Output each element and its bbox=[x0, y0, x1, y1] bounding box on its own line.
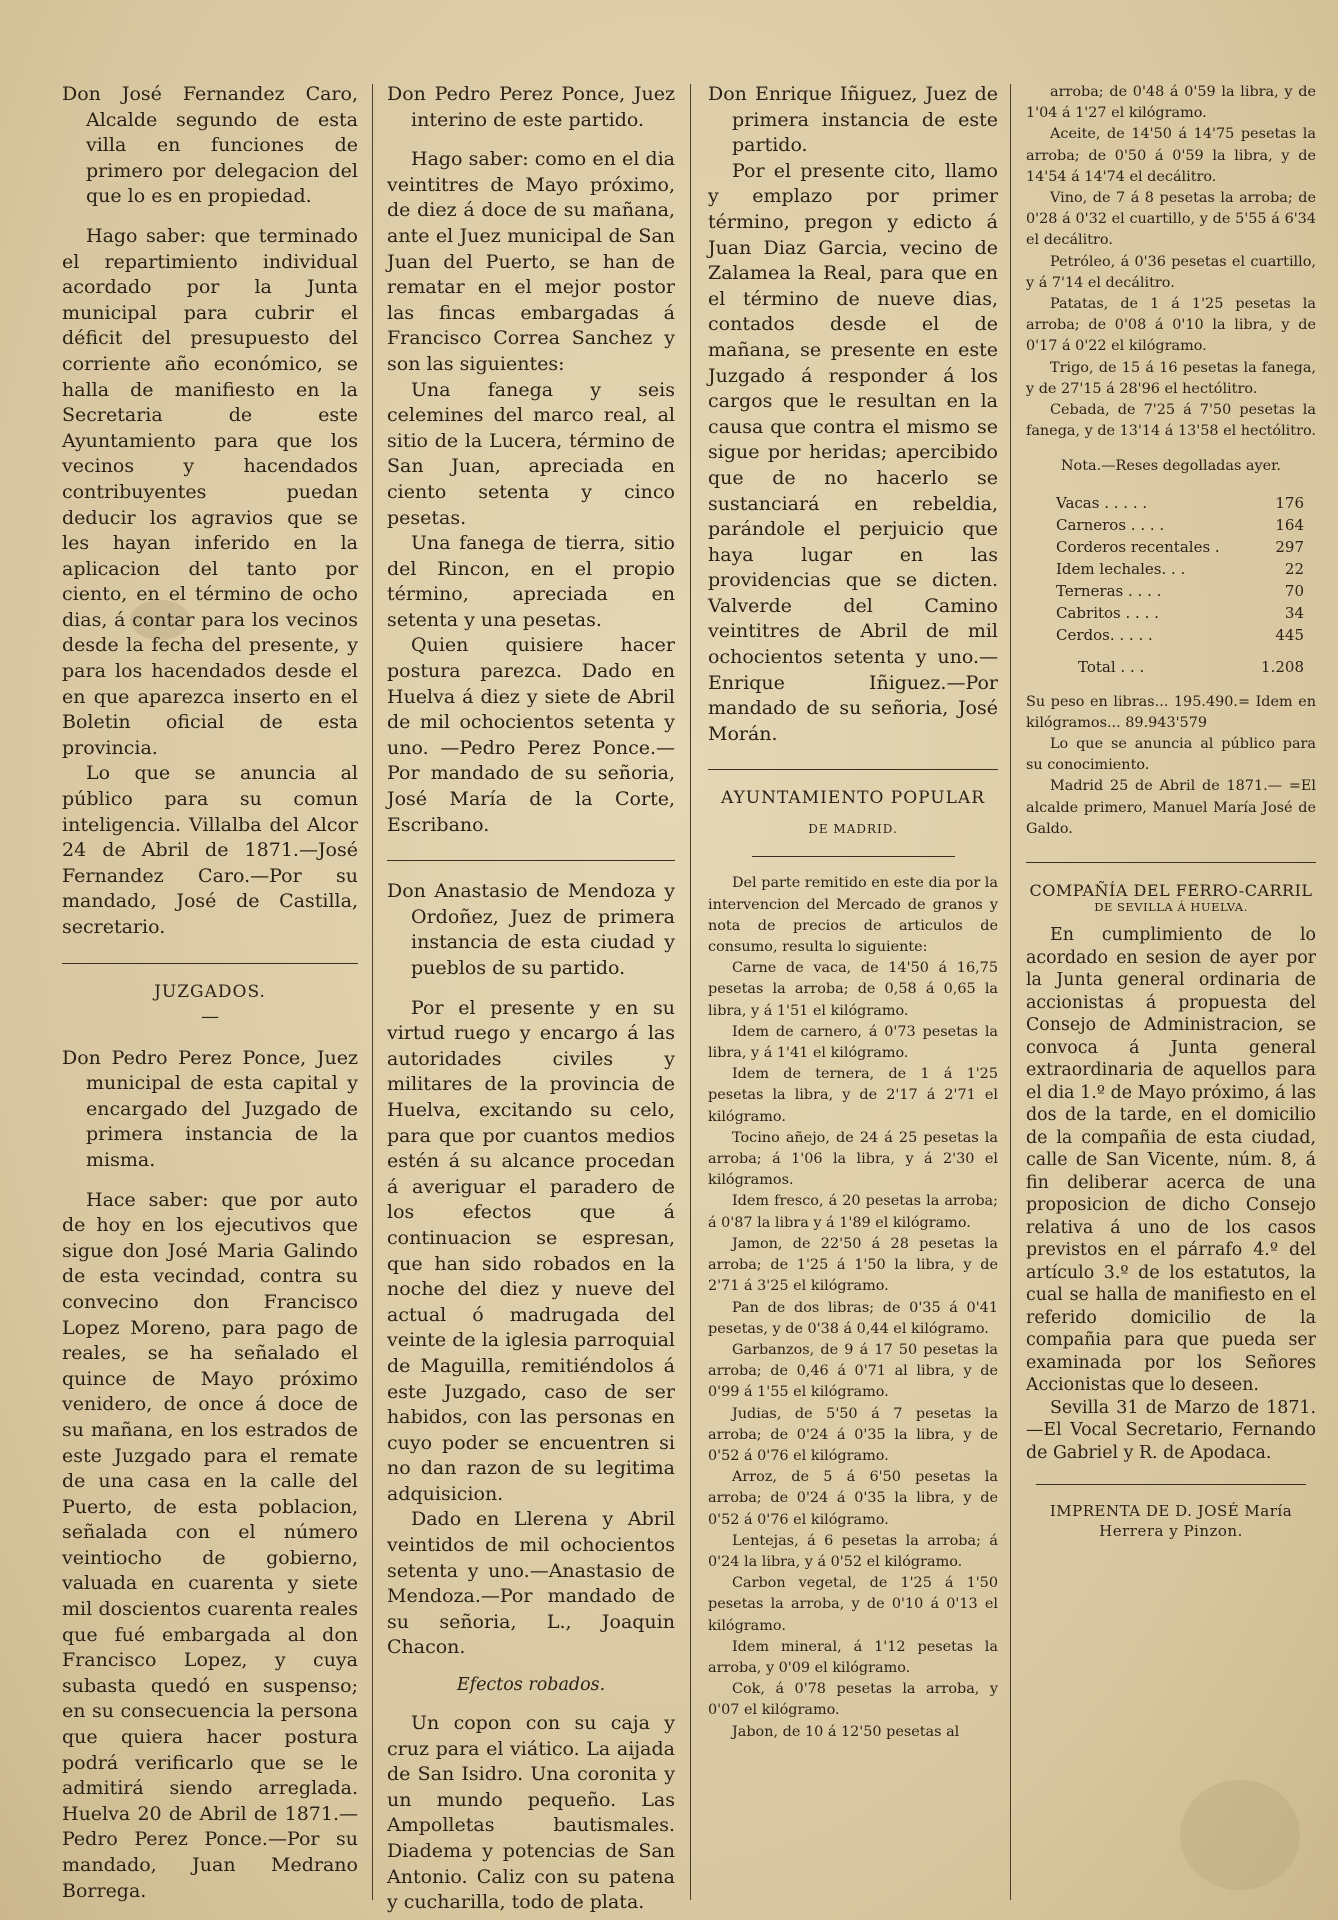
price-item: Patatas, de 1 á 1'25 pesetas la arroba; de 0'08 á 0'10 la libra, y de 0'17 á 0'22 el kilógramo. bbox=[1026, 296, 1316, 355]
section-title: JUZGADOS. bbox=[154, 981, 266, 1002]
reses-label: Vacas . . . . . bbox=[1056, 493, 1148, 512]
market-intro: Del parte remitido en este dia por la intervencion del Mercado de granos y nota de precios de articulos de consumo, resulta lo siguiente: bbox=[708, 875, 998, 956]
price-item: Petróleo, á 0'36 pesetas el cuartillo, y á 7'14 el decálitro. bbox=[1026, 253, 1316, 291]
company-subtitle: DE SEVILLA Á HUELVA. bbox=[1094, 900, 1248, 915]
section-divider bbox=[708, 769, 998, 770]
price-item: Jabon, de 10 á 12'50 pesetas al bbox=[732, 1723, 960, 1740]
price-item: Lentejas, á 6 pesetas la arroba; á 0'24 la libra, y á 0'52 el kilógramo. bbox=[708, 1532, 998, 1570]
price-item: Trigo, de 15 á 16 pesetas la fanega, y de 27'15 á 28'96 el hectólitro. bbox=[1026, 359, 1316, 397]
section-divider bbox=[387, 860, 675, 861]
edict-heading: Don Pedro Perez Ponce, Juez municipal de esta capital y encargado del Juzgado de primera instancia de la misma. bbox=[62, 1046, 358, 1171]
edict-paragraph: Hace saber: que por auto de hoy en los ejecutivos que sigue don José Maria Galindo de esta vecindad, contra su convecino don Francisco Lopez Moreno, para pago de reales, se ha señalado el quince de Mayo próximo venidero, de once á doce de su mañana, en los estrados de este Juzgado para el remate de una casa en la calle del Puerto, de esta poblacion, señalada con el número veintiocho de gobierno, valuada en cuarenta y siete mil doscientos cuarenta reales que fué embargada al don Francisco Lopez, y cuya subasta quedó en suspenso; en su consecuencia la persona que quiera hacer postura podrá verificarlo que se le admitirá siendo arreglada. Huelva 20 de Abril de 1871.—Pedro Perez Ponce.—Por su mandado, Juan Medrano Borrega. bbox=[62, 1188, 358, 1902]
edict-heading: Don Enrique Iñiguez, Juez de primera instancia de este partido. bbox=[708, 83, 998, 157]
reses-label: Terneras . . . . bbox=[1056, 581, 1162, 600]
reses-label: Cerdos. . . . . bbox=[1056, 625, 1153, 644]
reses-row bbox=[1026, 602, 1316, 624]
column-rule bbox=[1010, 84, 1011, 1900]
edict-paragraph: Una fanega y seis celemines del marco real, al sitio de la Lucera, término de San Juan, apreciada en ciento setenta y cinco pesetas. bbox=[387, 378, 675, 529]
price-list bbox=[708, 958, 998, 1743]
column-4 bbox=[1026, 82, 1316, 1900]
column-rule bbox=[372, 84, 373, 1900]
section-divider bbox=[62, 963, 358, 964]
edict-heading: Don Anastasio de Mendoza y Ordoñez, Juez de primera instancia de esta ciudad y pueblos de su partido. bbox=[387, 880, 675, 979]
price-item: Carbon vegetal, de 1'25 á 1'50 pesetas la arroba, y de 0'10 á 0'13 el kilógramo. bbox=[708, 1575, 998, 1634]
price-item: Cok, á 0'78 pesetas la arroba, y 0'07 el kilógramo. bbox=[708, 1681, 998, 1719]
column-3 bbox=[708, 82, 998, 1900]
price-item: arroba; de 0'48 á 0'59 la libra, y de 1'04 á 1'27 el kilógramo. bbox=[1026, 84, 1316, 122]
reses-value: 297 bbox=[1275, 537, 1304, 556]
nota-heading: Nota.—Reses degolladas ayer. bbox=[1060, 458, 1282, 475]
weights-line: Su peso en libras... 195.490.= Idem en kilógramos... 89.943'579 bbox=[1026, 693, 1316, 731]
price-item: Carne de vaca, de 14'50 á 16,75 pesetas la arroba; de 0,58 á 0,65 la libra, y á 1'51 el kilógramo. bbox=[708, 960, 998, 1019]
price-item: Cebada, de 7'25 á 7'50 pesetas la fanega, y de 13'14 á 13'58 el hectólitro. bbox=[1026, 402, 1316, 440]
price-item: Tocino añejo, de 24 á 25 pesetas la arroba; á 1'06 la libra, y á 2'30 el kilógramos. bbox=[708, 1129, 998, 1189]
price-item: Jamon, de 22'50 á 28 pesetas la arroba; de 1'25 á 1'50 la libra, y de 2'71 á 3'25 el kilógramo. bbox=[708, 1235, 998, 1295]
reses-value: 34 bbox=[1284, 603, 1304, 622]
total-label: Total . . . bbox=[1078, 657, 1145, 676]
company-notice: En cumplimiento de lo acordado en sesion de ayer por la Junta general ordinaria de accionistas á propuesta del Consejo de Administracion, se convoca á Junta general extraordinaria de aquellos para el dia 1.º de Mayo próximo, á las dos de la tarde, en el domicilio de la compañia de esta ciudad, calle de San Vicente, núm. 8, á fin deliberar acerca de una proposicion de dicho Consejo relativa á uno de los casos previstos en el párrafo 4.º del artículo 3.º de los estatutos, la cual se halla de manifiesto en el referido domicilio de la compañia para que pueda ser examinada por los Señores Accionistas que lo deseen. bbox=[1026, 925, 1316, 1396]
stolen-items-list: Un copon con su caja y cruz para el viático. La aijada de San Isidro. Una coronita y un mundo pequeño. Las Ampolletas bautismales. Diadema y potencias de San Antonio. Caliz con su patena y cucharilla, todo de plata. bbox=[387, 1712, 675, 1914]
reses-row bbox=[1026, 492, 1316, 514]
stolen-items-title: Efectos robados. bbox=[456, 1675, 606, 1696]
price-item: Aceite, de 14'50 á 14'75 pesetas la arroba; de 0'50 á 0'59 la libra, y de 14'54 á 14'74 el decálitro. bbox=[1026, 126, 1316, 185]
reses-label: Corderos recentales . bbox=[1056, 537, 1220, 556]
total-value: 1.208 bbox=[1261, 657, 1304, 676]
short-divider bbox=[752, 856, 955, 857]
section-dash: — bbox=[201, 1005, 219, 1027]
edict-paragraph: Hago saber: que terminado el repartimiento individual acordado por la Junta municipal para cubrir el déficit del presupuesto del corriente año económico, se halla de manifiesto en la Secretaria de este Ayuntamiento para que los vecinos y hacendados contribuyentes puedan deducir los agravios que se les hayan inferido en la aplicacion del tanto por ciento, en el término de ocho dias, á contar para los vecinos desde la fecha del presente, y para los hacendados desde el en que aparezca inserto en el Boletin oficial de esta provincia. bbox=[62, 224, 358, 759]
reses-row bbox=[1026, 624, 1316, 646]
section-title: AYUNTAMIENTO POPULAR bbox=[721, 788, 985, 809]
edict-heading: Don Pedro Perez Ponce, Juez interino de este partido. bbox=[387, 83, 675, 131]
price-item: Idem de ternera, de 1 á 1'25 pesetas la libra, y de 2'17 á 2'71 el kilógramo. bbox=[708, 1066, 998, 1125]
reses-value: 22 bbox=[1284, 559, 1304, 578]
price-item: Idem fresco, á 20 pesetas la arroba; á 0'87 la libra y á 1'89 el kilógramo. bbox=[708, 1193, 998, 1231]
section-divider bbox=[1026, 862, 1316, 863]
printer-imprint: IMPRENTA DE D. JOSÉ María Herrera y Pinzon. bbox=[1049, 1502, 1293, 1541]
edict-paragraph: Hago saber: como en el dia veintitres de Mayo próximo, de diez á doce de su mañana, ante el Juez municipal de San Juan del Puerto, se han de rematar en el mejor postor las fincas embargadas á Francisco Correa Sanchez y son las siguientes: bbox=[387, 148, 675, 375]
price-item: Arroz, de 5 á 6'50 pesetas la arroba; de 0'24 á 0'35 la libra, y de 0'52 á 0'76 el kilógramo. bbox=[708, 1469, 998, 1528]
reses-value: 176 bbox=[1275, 493, 1304, 512]
date-line: Madrid 25 de Abril de 1871.— =El alcalde primero, Manuel María José de Galdo. bbox=[1026, 778, 1316, 837]
column-2 bbox=[387, 82, 675, 1914]
price-item: Pan de dos libras; de 0'35 á 0'41 pesetas, y de 0'38 á 0,44 el kilógramo. bbox=[708, 1299, 998, 1337]
column-rule bbox=[690, 84, 691, 1900]
price-item: Judias, de 5'50 á 7 pesetas la arroba; de 0'24 á 0'35 la libra, y de 0'52 á 0'76 el kilógramo. bbox=[708, 1405, 998, 1464]
column-1 bbox=[62, 82, 358, 1900]
notice-line: Lo que se anuncia al público para su conocimiento. bbox=[1026, 736, 1316, 774]
section-subtitle: DE MADRID. bbox=[808, 822, 898, 837]
reses-row bbox=[1026, 558, 1316, 580]
edict-heading: Don José Fernandez Caro, Alcalde segundo de esta villa en funciones de primero por delegacion del que lo es en propiedad. bbox=[62, 83, 358, 208]
edict-paragraph: Lo que se anuncia al público para su comun inteligencia. Villalba del Alcor 24 de Abril de 1871.—José Fernandez Caro.—Por su mandado, José de Castilla, secretario. bbox=[62, 762, 358, 938]
price-item: Idem mineral, á 1'12 pesetas la arroba, y 0'09 el kilógramo. bbox=[708, 1638, 998, 1676]
price-item: Garbanzos, de 9 á 17 50 pesetas la arroba; de 0,46 á 0'71 al libra, y de 0'99 á 1'55 el kilógramo. bbox=[708, 1341, 998, 1401]
price-item: Vino, de 7 á 8 pesetas la arroba; de 0'28 á 0'32 el cuartillo, y de 5'55 á 6'34 el decálitro. bbox=[1026, 190, 1316, 249]
reses-row bbox=[1026, 536, 1316, 558]
reses-value: 70 bbox=[1284, 581, 1304, 600]
edict-paragraph: Por el presente y en su virtud ruego y encargo á las autoridades civiles y militares de la provincia de Huelva, excitando su celo, para que por cuantos medios estén á su alcance procedan á averiguar el paradero de los efectos que á continuacion se espresan, que han sido robados en la noche del diez y nueve del actual ó madrugada del veinte de la iglesia parroquial de Maguilla, remitiéndolos á este Juzgado, caso de ser habidos, con las personas en cuyo poder se encuentren si no dan razon de su legitima adquisicion. bbox=[387, 996, 675, 1505]
reses-label: Idem lechales. . . bbox=[1056, 559, 1186, 578]
company-title: COMPAÑÍA DEL FERRO-CARRIL bbox=[1029, 881, 1313, 901]
edict-paragraph: Dado en Llerena y Abril veintidos de mil ochocientos setenta y uno.—Anastasio de Mendoza.—Por mandado de su señoria, L., Joaquin Chacon. bbox=[387, 1508, 675, 1659]
reses-label: Cabritos . . . . bbox=[1056, 603, 1159, 622]
edict-paragraph: Una fanega de tierra, sitio del Rincon, en el propio término, apreciada en setenta y una pesetas. bbox=[387, 532, 675, 631]
reses-value: 164 bbox=[1275, 515, 1304, 534]
reses-value: 445 bbox=[1275, 625, 1304, 644]
reses-label: Carneros . . . . bbox=[1056, 515, 1165, 534]
price-item: Idem de carnero, á 0'73 pesetas la libra, y á 1'41 el kilógramo. bbox=[708, 1023, 998, 1062]
total-row bbox=[1026, 646, 1316, 678]
price-list bbox=[1026, 82, 1316, 442]
slaughter-table bbox=[1026, 492, 1316, 678]
company-signature: Sevilla 31 de Marzo de 1871.—El Vocal Secretario, Fernando de Gabriel y R. de Apodaca. bbox=[1026, 1397, 1316, 1463]
edict-paragraph: Quien quisiere hacer postura parezca. Dado en Huelva á diez y siete de Abril de mil ochocientos setenta y uno. —Pedro Perez Ponce.—Por mandado de su señoria, José María de la Corte, Escribano. bbox=[387, 634, 675, 836]
edict-paragraph: Por el presente cito, llamo y emplazo por primer término, pregon y edicto á Juan Diaz Garcia, vecino de Zalamea la Real, para que en el término de nueve dias, contados desde el de mañana, se presente en este Juzgado á responder á los cargos que le resultan en la causa que contra el mismo se sigue por heridas; apercibido que de no hacerlo se sustanciará en rebeldia, parándole el perjuicio que haya lugar en las providencias que se dicten. Valverde del Camino veintitres de Abril de mil ochocientos setenta y uno.—Enrique Iñiguez.—Por mandado de su señoria, José Morán. bbox=[708, 159, 998, 745]
reses-row bbox=[1026, 580, 1316, 602]
section-divider bbox=[1036, 1484, 1306, 1485]
reses-row bbox=[1026, 514, 1316, 536]
